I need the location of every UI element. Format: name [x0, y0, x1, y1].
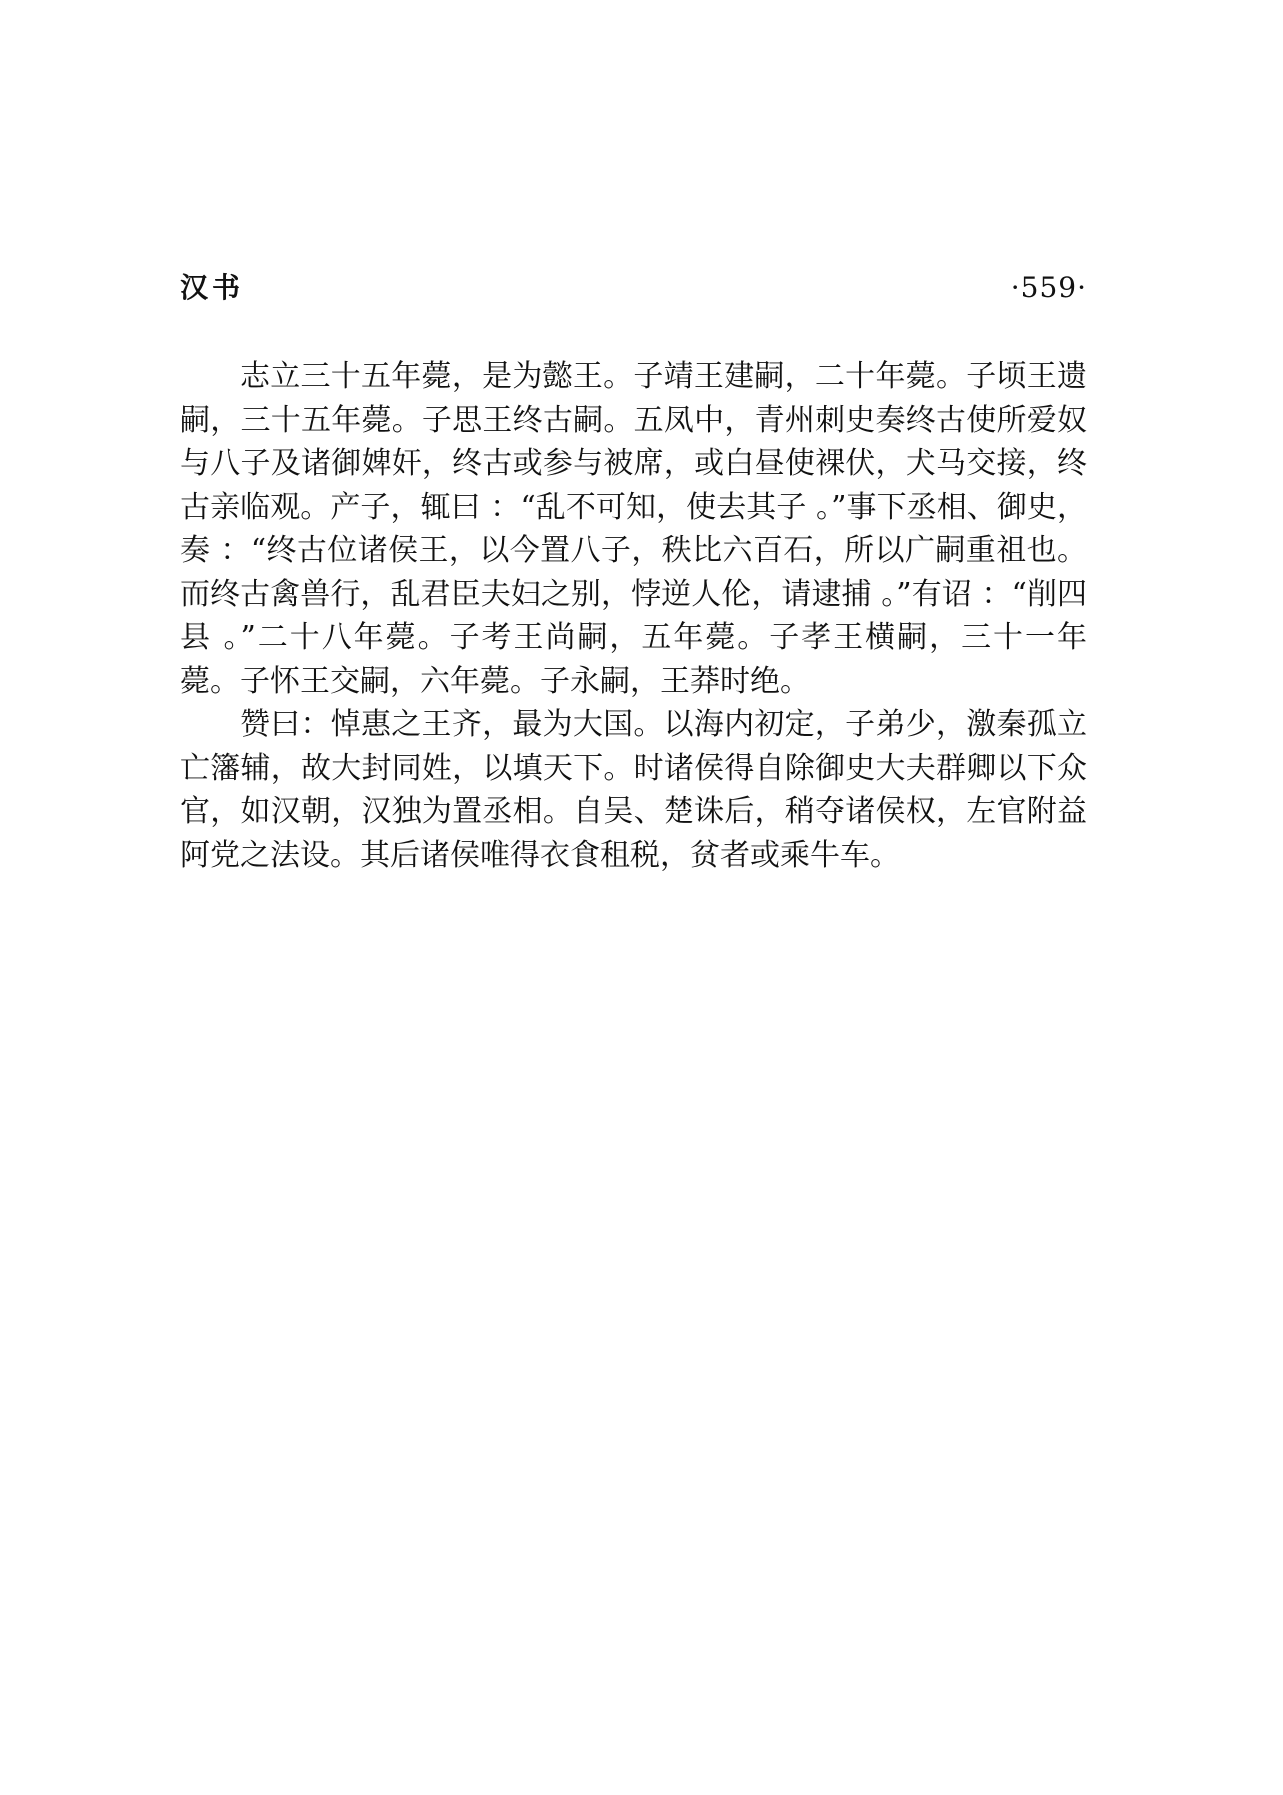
paragraph: 赞曰：悼惠之王齐，最为大国。以海内初定，子弟少，激秦孤立亡籓辅，故大封同姓，以填天下。时诸侯得自除御史大夫群卿以下众官，如汉朝，汉独为置丞相。自吴、楚诛后，稍夺诸侯权，左官附益阿党之法设。其后诸侯唯得衣食租税，贫者或乘牛车。	[180, 707, 1087, 873]
paragraph: 志立三十五年薨，是为懿王。子靖王建嗣，二十年薨。子顷王遗嗣，三十五年薨。子思王终古嗣。五凤中，青州刺史奏终古使所爱奴与八子及诸御婢奸，终古或参与被席，或白昼使裸伏，犬马交接，终古亲临观。产子，辄曰 ：“乱不可知，使去其子 。”事下丞相、御史，奏 ：“终古位诸侯王，以今置八子，秩比六百石，所以广嗣重祖也。而终古禽兽行，乱君臣夫妇之别，悖逆人伦，请逮捕 。”有诏 ：“削四县 。”二十八年薨。子考王尚嗣，五年薨。子孝王横嗣，三十一年薨。子怀王交嗣，六年薨。子永嗣，王莽时绝。	[180, 359, 1087, 699]
running-head	[180, 268, 1087, 308]
page-number: ·559·	[1010, 271, 1087, 304]
book-title: 汉书	[180, 271, 245, 304]
body-text	[180, 355, 1087, 877]
